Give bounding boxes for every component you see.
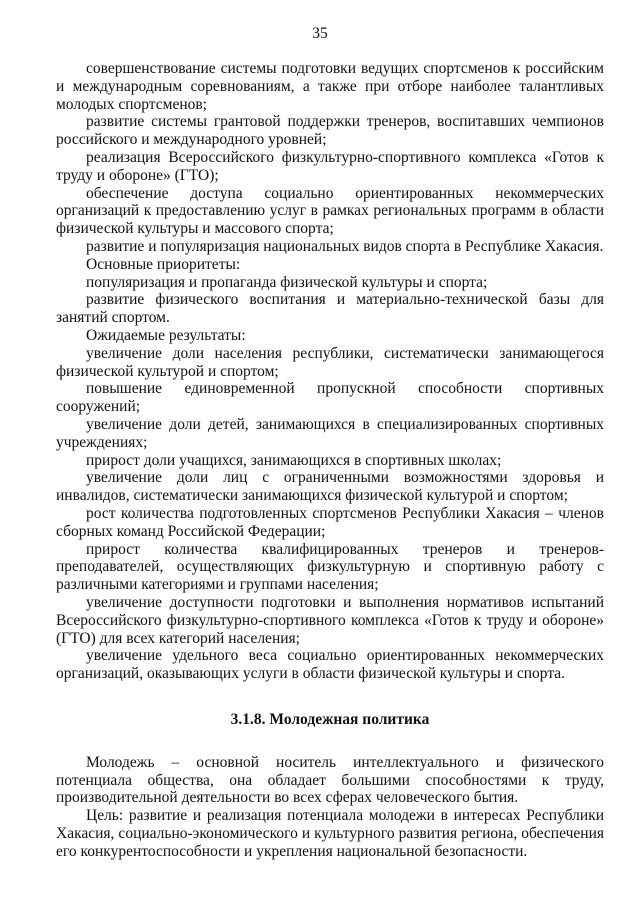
page-number: 35 [312, 25, 328, 42]
paragraph: увеличение удельного веса социально ориентированных некоммерческих организаций, оказывающих услуги в области физической культуры и спорта. [56, 647, 604, 683]
paragraph: Молодежь – основной носитель интеллектуального и физического потенциала общества, она обладает большими способностями к труду, производительной деятельности во всех сферах человеческого бытия. [56, 753, 604, 807]
page-content [56, 60, 604, 861]
paragraph: развитие системы грантовой поддержки тренеров, воспитавших чемпионов российского и международного уровней; [56, 113, 604, 149]
paragraph: прирост количества квалифицированных тренеров и тренеров-преподавателей, осуществляющих физкультурную и спортивную работу с различными категориями и группами населения; [56, 540, 604, 594]
paragraph: рост количества подготовленных спортсменов Республики Хакасия – членов сборных команд Российской Федерации; [56, 504, 604, 540]
paragraph: развитие физического воспитания и материально-технической базы для занятий спортом. [56, 291, 604, 327]
paragraph: повышение единовременной пропускной способности спортивных сооружений; [56, 380, 604, 416]
paragraph: развитие и популяризация национальных видов спорта в Республике Хакасия. [86, 237, 604, 255]
paragraph: увеличение доступности подготовки и выполнения нормативов испытаний Всероссийского физкультурно-спортивного комплекса «Готов к труду и обороне» (ГТО) для всех категорий населения; [56, 593, 604, 647]
paragraph: прирост доли учащихся, занимающихся в спортивных школах; [86, 451, 502, 469]
subheading-expected-results: Ожидаемые результаты: [86, 326, 246, 344]
paragraph: реализация Всероссийского физкультурно-спортивного комплекса «Готов к труду и обороне» (ГТО); [56, 148, 604, 184]
subheading-priorities: Основные приоритеты: [86, 255, 241, 273]
paragraph: увеличение доли детей, занимающихся в специализированных спортивных учреждениях; [56, 415, 604, 451]
paragraph: совершенствование системы подготовки ведущих спортсменов к российским и международным соревнованиям, а также при отборе наиболее талантливых молодых спортсменов; [56, 60, 604, 113]
paragraph: популяризация и пропаганда физической культуры и спорта; [86, 273, 488, 291]
paragraph-group-sport [56, 60, 604, 683]
paragraph: увеличение доли лиц с ограниченными возможностями здоровья и инвалидов, систематически занимающихся физической культурой и спортом; [56, 469, 604, 505]
section-title: 3.1.8. Молодежная политика [230, 710, 430, 728]
paragraph: Цель: развитие и реализация потенциала молодежи в интересах Республики Хакасия, социально-экономического и культурного развития региона, обеспечения его конкурентоспособности и укрепления национальной безопасности. [56, 807, 604, 860]
paragraph: обеспечение доступа социально ориентированных некоммерческих организаций к предоставлению услуг в рамках региональных программ в области физической культуры и массового спорта; [56, 184, 604, 238]
paragraph: увеличение доли населения республики, систематически занимающегося физической культурой и спортом; [56, 344, 604, 380]
paragraph-group-youth [56, 754, 604, 861]
